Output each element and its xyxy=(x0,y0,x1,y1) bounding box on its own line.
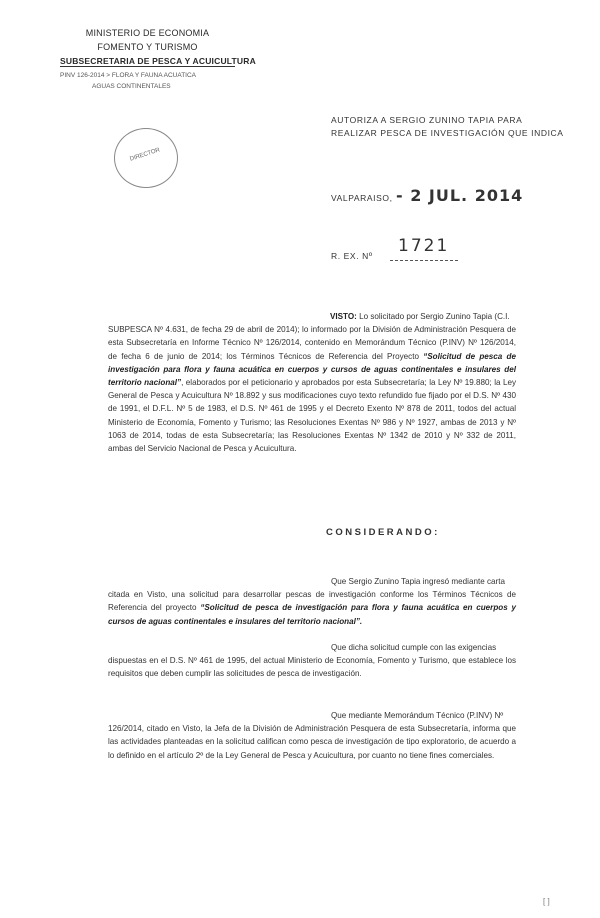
subject-line1: AUTORIZA A SERGIO ZUNINO TAPIA PARA xyxy=(331,115,523,125)
footer-mark: [ ] xyxy=(543,897,550,906)
considerando-heading: CONSIDERANDO: xyxy=(326,527,440,538)
date-stamp: - 2 JUL. 2014 xyxy=(396,186,524,205)
seal-text: DIRECTOR xyxy=(129,147,161,163)
visto-body: SUBPESCA Nº 4.631, de fecha 29 de abril de 2014); lo informado por la División de Administración Pesquera de esta Subsecretaría en Informe Técnico Nº 126/2014, contenido en Memorándum Técnico (P.INV) Nº 126/2014, de fecha 6 de junio de 2014; los Términos Técnicos de Referencia del Proyecto “Solicitud de pesca de investigación para flora y fauna acuática en cuerpos y cursos de aguas continentales e insulares del territorio nacional”, elaborados por el peticionario y aprobados por esta Subsecretaría; la Ley Nº 19.880; la Ley General de Pesca y Acuicultura Nº 18.892 y sus modificaciones cuyo texto refundido fue fijado por el D.S. Nº 430 de 1991, el D.F.L. Nº 5 de 1983, el D.S. Nº 461 de 1995 y el Decreto Exento Nº 878 de 2011, todos del actual Ministerio de Economía, Fomento y Turismo; las Resoluciones Exentas Nº 986 y Nº 1927, ambas de 2013 y Nº 1063 de 2014, todas de esta Subsecretaría; las Resoluciones Exentas Nº 1342 de 2010 y Nº 332 de 2011, ambas del Servicio Nacional de Pesca y Acuicultura. xyxy=(108,325,517,454)
subsecretaria-name: SUBSECRETARIA DE PESCA Y ACUICULTURA xyxy=(60,56,256,66)
considerando-project-title: “Solicitud de pesca de investigación para flora y fauna acuática en cuerpos y cursos de aguas continentales e insulares del territorio nacional”. xyxy=(108,603,516,626)
visto-section xyxy=(108,310,516,455)
visto-label: VISTO: xyxy=(330,312,357,321)
resolution-underline xyxy=(390,260,458,261)
ministry-name-line2: FOMENTO Y TURISMO xyxy=(97,42,198,52)
considerando-3: Que mediante Memorándum Técnico (P.INV) Nº 126/2014, citado en Visto, la Jefa de la División de Administración Pesquera de esta Subsecretaría, informa que las actividades planteadas en la solicitud califican como pesca de investigación de tipo exploratorio, de acuerdo a lo definido en el artículo 2º de la Ley General de Pesca y Acuicultura, por cuanto no tiene fines comerciales. xyxy=(108,711,516,760)
ministry-name: MINISTERIO DE ECONOMIA xyxy=(85,28,210,38)
considerando-1: Que Sergio Zunino Tapia ingresó mediante carta citada en Visto, una solicitud para desarrollar pescas de investigación conforme los Términos Técnicos de Referencia del proyecto “Solicitud de pesca de investigación para flora y fauna acuática en cuerpos y cursos de aguas continentales e insulares del territorio nacional”. xyxy=(108,577,516,626)
subject-line2: REALIZAR PESCA DE INVESTIGACIÓN QUE INDICA xyxy=(331,128,564,138)
resolution-label: R. EX. Nº xyxy=(331,251,373,261)
visto-first-line: Lo solicitado por Sergio Zunino Tapia (C.I. xyxy=(359,312,510,321)
resolution-number: 1721 xyxy=(398,236,450,256)
visto-project-title: “Solicitud de pesca de investigación para flora y fauna acuática en cuerpos y cursos de aguas continentales e insulares del territorio nacional” xyxy=(108,351,517,388)
considerando-2: Que dicha solicitud cumple con las exigencias dispuestas en el D.S. Nº 461 de 1995, del actual Ministerio de Economía, Fomento y Turismo, que establece los requisitos que deben cumplir las solicitudes de pesca de investigación. xyxy=(108,643,516,679)
file-reference-line2: AGUAS CONTINENTALES xyxy=(92,83,171,90)
date-place: VALPARAISO, xyxy=(331,193,393,203)
file-reference: PINV 126-2014 > FLORA Y FAUNA ACUATICA xyxy=(60,72,197,79)
